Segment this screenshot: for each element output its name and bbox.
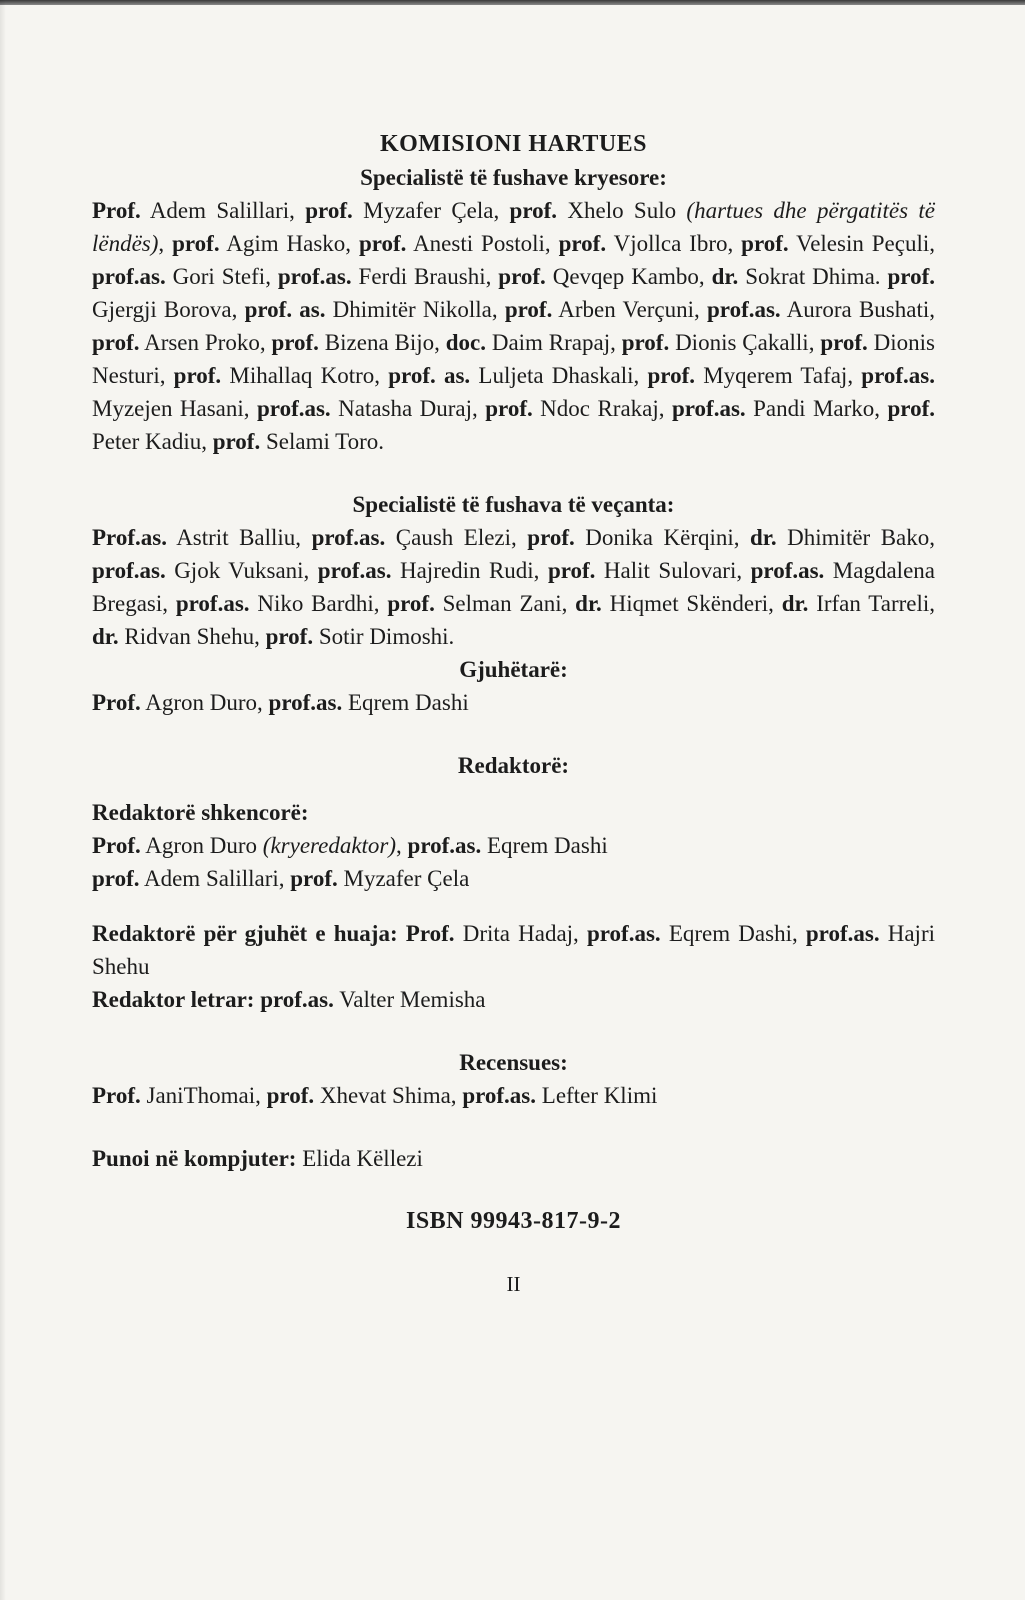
- person-name: Halit Sulovari,: [595, 558, 751, 583]
- person-name: Adem Salillari,: [140, 198, 306, 223]
- title-abbrev: dr.: [750, 525, 777, 550]
- page-number: II: [506, 1272, 521, 1296]
- person-name: Donika Kërqini,: [574, 525, 751, 550]
- title-abbrev: dr.: [92, 624, 119, 649]
- title-abbrev: prof.: [509, 198, 558, 223]
- person-name: Bizena Bijo,: [318, 330, 446, 355]
- title-abbrev: prof.: [887, 396, 935, 421]
- person-name: Myzafer Çela,: [352, 198, 510, 223]
- title-abbrev: prof.: [172, 231, 220, 256]
- page-top-edge: [0, 0, 1025, 5]
- literary-editor: Redaktor letrar: prof.as. Valter Memisha: [92, 987, 486, 1012]
- title-abbrev: prof.: [820, 330, 868, 355]
- person-name: Anesti Postoli,: [406, 231, 559, 256]
- person-name: Ndoc Rrakaj,: [532, 396, 672, 421]
- person-name: Sotir Dimoshi.: [313, 624, 455, 649]
- title-abbrev: prof.: [558, 231, 607, 256]
- person-name: Dionis Nesturi,: [92, 330, 936, 388]
- title-abbrev: dr.: [711, 264, 739, 289]
- title-abbrev: Prof.: [92, 198, 141, 223]
- title-abbrev: prof.as.: [317, 558, 392, 583]
- person-name: Luljeta Dhaskali,: [470, 363, 648, 388]
- title-abbrev: prof.as.: [311, 525, 386, 550]
- person-name: Dhimitër Nikolla,: [325, 297, 505, 322]
- title-abbrev: prof.: [621, 330, 670, 355]
- person-name: Ridvan Shehu,: [118, 624, 266, 649]
- title-abbrev: prof.as.: [671, 396, 746, 421]
- person-name: Gjergji Borova,: [92, 297, 245, 322]
- person-name: Arben Verçuni,: [552, 297, 707, 322]
- page-binding-shadow: [0, 0, 6, 1600]
- title-abbrev: prof.: [387, 591, 435, 616]
- title-abbrev: prof.: [498, 264, 546, 289]
- title-abbrev: prof.: [271, 330, 319, 355]
- section-heading-special-specialists: Specialistë të fushava të veçanta:: [352, 492, 675, 517]
- person-name: Niko Bardhi,: [249, 591, 388, 616]
- title-abbrev: prof.: [173, 363, 222, 388]
- main-specialists-list: [92, 194, 935, 458]
- section-heading-linguists: Gjuhëtarë:: [459, 657, 568, 682]
- title-abbrev: prof.: [358, 231, 407, 256]
- scientific-editors-line-2: prof. Adem Salillari, prof. Myzafer Çela: [92, 866, 470, 891]
- reviewers-list: Prof. JaniThomai, prof. Xhevat Shima, prof.as. Lefter Klimi: [92, 1083, 658, 1108]
- person-name: Xhelo Sulo: [557, 198, 687, 223]
- person-name: Magdalena Bregasi,: [92, 558, 935, 616]
- special-specialists-list: [92, 521, 935, 653]
- person-name: ,: [158, 231, 173, 256]
- isbn: ISBN 99943-817-9-2: [405, 1208, 621, 1234]
- title-abbrev: prof.as.: [861, 363, 935, 388]
- scientific-editors-line-1: Prof. Agron Duro (kryeredaktor), prof.as. Eqrem Dashi: [92, 833, 608, 858]
- person-name: Gori Stefi,: [165, 264, 278, 289]
- title-abbrev: prof.: [92, 330, 140, 355]
- title-abbrev: prof.: [527, 525, 575, 550]
- person-name: Vjollca Ibro,: [606, 231, 742, 256]
- person-name: Selami Toro.: [260, 429, 385, 454]
- person-name: Hiqmet Skënderi,: [601, 591, 782, 616]
- title-abbrev: prof.as.: [277, 264, 352, 289]
- person-name: Gjok Vuksani,: [165, 558, 318, 583]
- person-name: Daim Rrapaj,: [485, 330, 622, 355]
- title-abbrev: prof.: [485, 396, 533, 421]
- title-abbrev: prof.: [647, 363, 695, 388]
- person-name: Myqerem Tafaj,: [694, 363, 862, 388]
- title-abbrev: dr.: [781, 591, 809, 616]
- person-name: Irfan Tarreli,: [808, 591, 935, 616]
- role-note: (hartues dhe përgatitës të lëndës): [92, 198, 936, 256]
- section-heading-editors: Redaktorë:: [457, 753, 570, 778]
- person-name: Arsen Proko,: [139, 330, 272, 355]
- title-abbrev: prof.: [265, 624, 314, 649]
- title-abbrev: prof.as.: [92, 558, 166, 583]
- person-name: Agim Hasko,: [219, 231, 359, 256]
- title-abbrev: prof.as.: [750, 558, 825, 583]
- person-name: Hajredin Rudi,: [391, 558, 548, 583]
- linguists-list: Prof. Agron Duro, prof.as. Eqrem Dashi: [92, 690, 469, 715]
- person-name: Qevqep Kambo,: [545, 264, 712, 289]
- person-name: Dhimitër Bako,: [776, 525, 936, 550]
- person-name: Çaush Elezi,: [385, 525, 528, 550]
- section-heading-reviewers: Recensues:: [459, 1050, 568, 1075]
- title-abbrev: doc.: [445, 330, 486, 355]
- person-name: Myzejen Hasani,: [92, 396, 257, 421]
- person-name: Sokrat Dhima.: [738, 264, 888, 289]
- scientific-editors-heading: Redaktorë shkencorë:: [92, 800, 309, 825]
- title-abbrev: Prof.as.: [92, 525, 167, 550]
- title-abbrev: prof.: [212, 429, 261, 454]
- person-name: Ferdi Braushi,: [351, 264, 499, 289]
- person-name: Aurora Bushati,: [780, 297, 935, 322]
- title-abbrev: prof.: [305, 198, 353, 223]
- person-name: Astrit Balliu,: [166, 525, 312, 550]
- section-heading-main-specialists: Specialistë të fushave kryesore:: [360, 165, 667, 190]
- title-abbrev: dr.: [575, 591, 602, 616]
- person-name: Peter Kadiu,: [92, 429, 213, 454]
- person-name: Selman Zani,: [434, 591, 576, 616]
- title-abbrev: prof.as.: [706, 297, 781, 322]
- person-name: Velesin Peçuli,: [788, 231, 935, 256]
- page-content: [92, 128, 935, 1301]
- title-abbrev: prof. as.: [244, 297, 326, 322]
- computer-typesetting-credit: Punoi në kompjuter: Elida Këllezi: [92, 1146, 423, 1171]
- person-name: Pandi Marko,: [745, 396, 888, 421]
- person-name: Natasha Duraj,: [330, 396, 486, 421]
- title-abbrev: prof. as.: [388, 363, 471, 388]
- title-abbrev: prof.as.: [175, 591, 250, 616]
- foreign-language-editors: Redaktorë për gjuhët e huaja: Prof. Drita Hadaj, prof.as. Eqrem Dashi, prof.as. Hajri Shehu: [92, 921, 935, 979]
- title-abbrev: prof.: [547, 558, 596, 583]
- person-name: Dionis Çakalli,: [669, 330, 821, 355]
- title-abbrev: prof.as.: [92, 264, 166, 289]
- person-name: Mihallaq Kotro,: [221, 363, 389, 388]
- title-abbrev: prof.as.: [256, 396, 331, 421]
- title-abbrev: prof.: [504, 297, 553, 322]
- title-abbrev: prof.: [887, 264, 935, 289]
- title-abbrev: prof.: [741, 231, 789, 256]
- page-title: KOMISIONI HARTUES: [379, 131, 648, 157]
